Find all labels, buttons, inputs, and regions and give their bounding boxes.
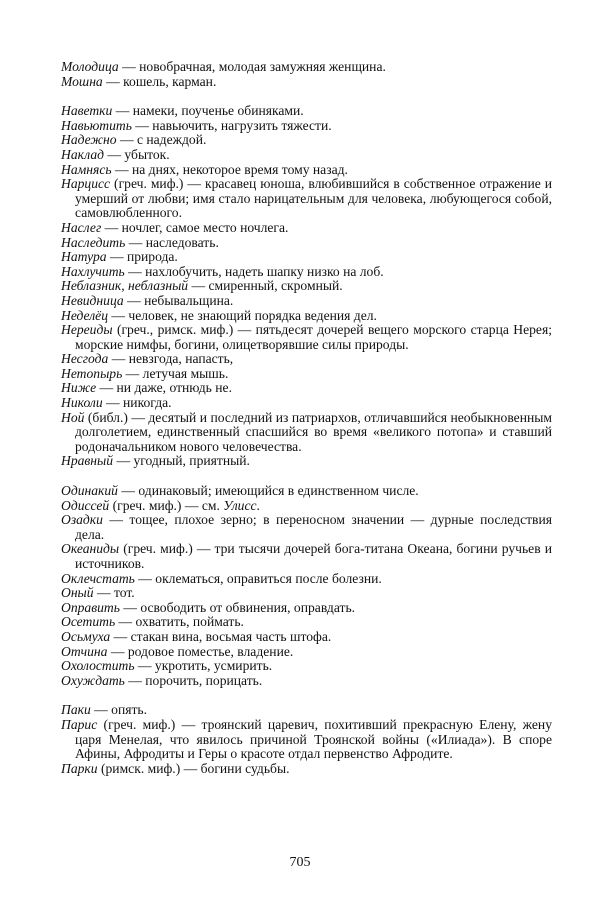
entry-term: Нетопырь xyxy=(61,365,123,381)
entry-definition: (греч. миф.) — красавец юноша, влюбившийся в собственное отражение и умерший от любви; имя стало нарицательным для человека, любующегося собой, самовлюбленного. xyxy=(75,176,552,221)
entry-definition: — одинаковый; имеющийся в единственном числе. xyxy=(117,483,419,499)
glossary-entry xyxy=(61,499,552,514)
entry-term: Нереиды xyxy=(61,322,113,338)
entry-definition: — угодный, приятный. xyxy=(113,453,250,469)
entry-definition: — летучая мышь. xyxy=(122,365,229,381)
entry-definition: — новобрачная, молодая замужняя женщина. xyxy=(118,59,386,74)
glossary-entry xyxy=(61,148,552,163)
entry-term: Океаниды xyxy=(61,541,120,557)
entry-definition: — опять. xyxy=(90,702,148,718)
glossary-entry xyxy=(61,294,552,309)
entry-group xyxy=(61,703,552,776)
entry-term: Парки xyxy=(61,760,98,776)
entry-term: Неделёц xyxy=(61,307,109,323)
glossary-entry xyxy=(61,762,552,777)
entry-term: Оный xyxy=(61,585,94,601)
glossary-entry xyxy=(61,454,552,469)
glossary-entry xyxy=(61,630,552,645)
entry-term: Одиссей xyxy=(61,497,110,513)
entry-group xyxy=(61,484,552,688)
entry-term: Охуждать xyxy=(61,672,125,688)
entry-term: Намнясь xyxy=(61,161,112,177)
glossary-entries xyxy=(61,60,552,776)
entry-term: Оправить xyxy=(61,599,120,615)
entry-definition: — наследовать. xyxy=(125,234,219,250)
glossary-entry xyxy=(61,513,552,542)
entry-definition: — смиренный, скромный. xyxy=(188,278,343,294)
entry-term: Молодица xyxy=(61,59,119,74)
entry-definition: — с надеждой. xyxy=(116,132,207,148)
entry-definition: — тот. xyxy=(93,585,135,601)
entry-definition: — небывальщина. xyxy=(123,292,234,308)
entry-definition: — никогда. xyxy=(102,395,172,411)
glossary-entry xyxy=(61,601,552,616)
entry-definition: — нахлобучить, надеть шапку низко на лоб. xyxy=(124,263,384,279)
entry-term: Паки xyxy=(61,702,91,718)
entry-term: Одинакий xyxy=(61,483,118,499)
entry-definition: — родовое поместье, владение. xyxy=(107,643,294,659)
glossary-entry xyxy=(61,104,552,119)
entry-term: Осьмуха xyxy=(61,628,111,644)
glossary-entry xyxy=(61,542,552,571)
glossary-entry xyxy=(61,572,552,587)
glossary-entry xyxy=(61,177,552,221)
glossary-entry xyxy=(61,586,552,601)
glossary-entry xyxy=(61,60,552,75)
glossary-entry xyxy=(61,75,552,90)
glossary-entry xyxy=(61,133,552,148)
entry-cross-reference: Улисс xyxy=(223,497,257,513)
glossary-entry xyxy=(61,411,552,455)
entry-term: Невидница xyxy=(61,292,124,308)
entry-term: Осетить xyxy=(61,614,116,630)
entry-trailing-punctuation: . xyxy=(256,497,260,513)
entry-term: Наклад xyxy=(61,146,105,162)
entry-definition: — оклематься, оправиться после болезни. xyxy=(134,570,382,586)
glossary-entry xyxy=(61,163,552,178)
glossary-entry xyxy=(61,352,552,367)
entry-term: Нарцисс xyxy=(61,176,111,192)
entry-definition: — ночлег, самое место ночлега. xyxy=(101,219,289,235)
entry-definition: — укротить, усмирить. xyxy=(134,658,273,674)
entry-definition: (греч. миф.) — троянский царевич, похитивший прекрасную Елену, жену царя Менелая, что явилось причиной Троянской войны («Илиада»). В споре Афины, Афродиты и Геры о красоте отдал первенство Афродите. xyxy=(75,716,552,762)
glossary-entry xyxy=(61,396,552,411)
page-number: 705 xyxy=(289,855,311,870)
entry-definition: (библ.) — десятый и последний из патриархов, отличавшийся необыкновенным долголетием, единственный спасшийся во время «великого потопа» и ставший родоначальником нового человечества. xyxy=(75,409,552,454)
entry-group xyxy=(61,60,552,89)
entry-definition: — навьючить, нагрузить тяжести. xyxy=(131,117,332,133)
glossary-entry xyxy=(61,645,552,660)
glossary-entry xyxy=(61,484,552,499)
entry-term: Навьютить xyxy=(61,117,132,133)
entry-term: Охолостить xyxy=(61,658,135,674)
entry-definition: — убыток. xyxy=(104,146,170,162)
entry-definition: — ни даже, отнюдь не. xyxy=(96,380,232,396)
glossary-entry xyxy=(61,381,552,396)
glossary-entry xyxy=(61,279,552,294)
entry-definition: — человек, не знающий порядка ведения дел. xyxy=(108,307,377,323)
entry-definition: — намеки, поученье обиняками. xyxy=(112,103,304,119)
entry-term: Ниже xyxy=(61,380,97,396)
entry-definition: — невзгода, напасть, xyxy=(108,351,234,367)
entry-definition: (греч. миф.) — см. xyxy=(109,497,224,513)
entry-definition: — природа. xyxy=(106,249,178,265)
entry-term: Отчина xyxy=(61,643,108,659)
entry-term: Наслег xyxy=(61,219,102,235)
entry-term: Озадки xyxy=(61,512,103,528)
entry-term: Неблазник, неблазный xyxy=(61,278,189,294)
entry-term: Наследить xyxy=(61,234,126,250)
entry-term: Нахлучить xyxy=(61,263,125,279)
entry-definition: — тощее, плохое зерно; в переносном значении — дурные последствия дела. xyxy=(75,512,552,542)
entry-term: Парис xyxy=(61,716,98,732)
glossary-entry xyxy=(61,236,552,251)
glossary-entry xyxy=(61,615,552,630)
glossary-entry xyxy=(61,250,552,265)
glossary-entry xyxy=(61,703,552,718)
glossary-entry xyxy=(61,323,552,352)
entry-term: Несгода xyxy=(61,351,109,367)
entry-definition: — стакан вина, восьмая часть штофа. xyxy=(110,628,332,644)
entry-term: Нравный xyxy=(61,453,114,469)
entry-definition: — кошель, карман. xyxy=(102,73,217,89)
glossary-entry xyxy=(61,309,552,324)
glossary-entry xyxy=(61,718,552,762)
entry-term: Ной xyxy=(61,409,85,425)
glossary-entry xyxy=(61,119,552,134)
entry-term: Наветки xyxy=(61,103,113,119)
entry-term: Николи xyxy=(61,395,103,411)
glossary-entry xyxy=(61,221,552,236)
glossary-entry xyxy=(61,659,552,674)
entry-term: Оклечстать xyxy=(61,570,135,586)
glossary-entry xyxy=(61,674,552,689)
entry-definition: — охватить, поймать. xyxy=(115,614,244,630)
entry-definition: — порочить, порицать. xyxy=(124,672,263,688)
entry-term: Надежно xyxy=(61,132,117,148)
glossary-entry xyxy=(61,367,552,382)
entry-definition: — освободить от обвинения, оправдать. xyxy=(119,599,356,615)
entry-term: Мошна xyxy=(61,73,103,89)
entry-group xyxy=(61,104,552,469)
entry-definition: (греч., римск. миф.) — пятьдесят дочерей вещего морского старца Нерея; морские нимфы, богини, олицетворявшие силы природы. xyxy=(75,322,552,352)
glossary-entry xyxy=(61,265,552,280)
entry-definition: (греч. миф.) — три тысячи дочерей бога-титана Океана, богини ручьев и источников. xyxy=(75,541,552,571)
entry-definition: — на днях, некоторое время тому назад. xyxy=(111,161,348,177)
entry-term: Натура xyxy=(61,249,107,265)
entry-definition: (римск. миф.) — богини судьбы. xyxy=(97,760,290,776)
